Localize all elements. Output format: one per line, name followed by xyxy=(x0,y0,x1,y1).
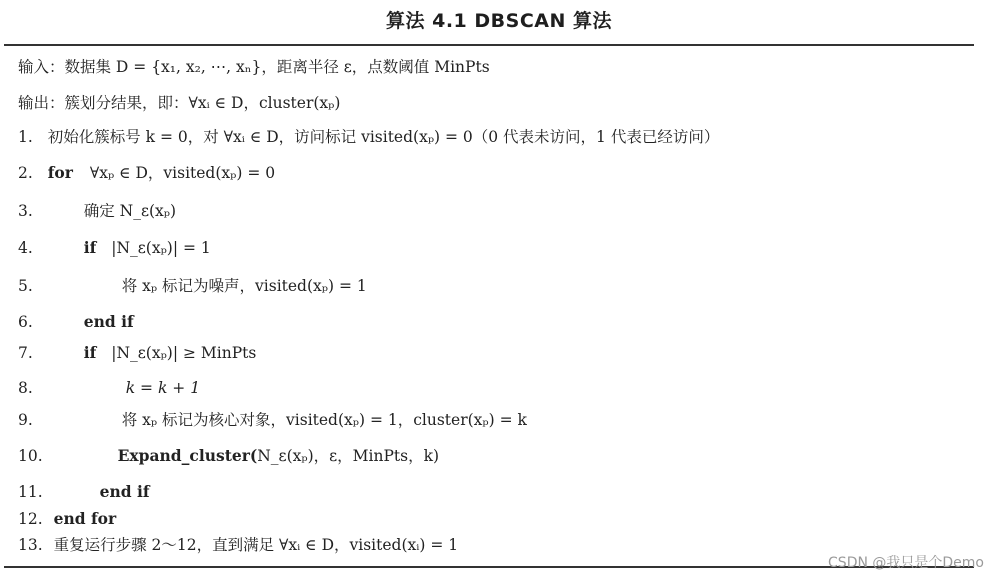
line-text: N_ε(xₚ)，ε，MinPts，k) xyxy=(257,447,440,465)
step-12 xyxy=(18,509,116,529)
step-7 xyxy=(18,343,256,363)
step-number: 4. xyxy=(18,239,33,257)
step-4 xyxy=(18,238,211,258)
line-text: 将 xₚ 标记为核心对象，visited(xₚ) = 1，cluster(xₚ) = k xyxy=(121,411,527,429)
step-number: 2. xyxy=(18,164,33,182)
keyword: end if xyxy=(99,482,150,501)
line-text: k = k + 1 xyxy=(125,379,201,397)
step-number: 13. xyxy=(18,536,43,554)
step-5 xyxy=(18,276,367,296)
line-text: 重复运行步骤 2～12，直到满足 ∀xᵢ ∈ D，visited(xᵢ) = 1 xyxy=(53,536,459,554)
line-text: 将 xₚ 标记为噪声，visited(xₚ) = 1 xyxy=(121,277,367,295)
algorithm-title: 算法 4.1 DBSCAN 算法 xyxy=(386,10,612,32)
step-number: 7. xyxy=(18,344,33,362)
keyword: for xyxy=(47,163,73,182)
keyword: Expand_cluster( xyxy=(117,446,258,465)
line-text: 初始化簇标号 k = 0，对 ∀xᵢ ∈ D，访问标记 visited(xₚ) = 0（0 代表未访问，1 代表已经访问） xyxy=(47,128,720,146)
keyword: if xyxy=(83,343,97,362)
watermark: CSDN @我只是个Demo xyxy=(828,555,984,571)
step-number: 3. xyxy=(18,202,33,220)
step-6 xyxy=(18,312,134,332)
keyword: if xyxy=(83,238,97,257)
step-8 xyxy=(18,378,200,398)
step-number: 8. xyxy=(18,379,33,397)
step-10 xyxy=(18,446,439,466)
step-3 xyxy=(18,201,176,221)
input-line xyxy=(18,57,490,77)
line-text: |N_ε(xₚ)| ≥ MinPts xyxy=(111,344,257,362)
step-1 xyxy=(18,127,719,147)
step-number: 10. xyxy=(18,447,43,465)
line-text: ∀xₚ ∈ D，visited(xₚ) = 0 xyxy=(89,164,276,182)
step-number: 5. xyxy=(18,277,33,295)
line-text: 输出：簇划分结果，即：∀xᵢ ∈ D，cluster(xₚ) xyxy=(18,94,341,112)
step-13 xyxy=(18,535,458,555)
line-text: |N_ε(xₚ)| = 1 xyxy=(111,239,211,257)
step-number: 12. xyxy=(18,510,43,528)
step-number: 6. xyxy=(18,313,33,331)
top-rule xyxy=(4,44,974,46)
step-2 xyxy=(18,163,275,183)
step-11 xyxy=(18,482,150,502)
keyword: end if xyxy=(83,312,134,331)
step-9 xyxy=(18,410,527,430)
line-text: 确定 N_ε(xₚ) xyxy=(83,202,177,220)
keyword: end for xyxy=(53,509,117,528)
step-number: 1. xyxy=(18,128,33,146)
output-line xyxy=(18,93,340,113)
step-number: 9. xyxy=(18,411,33,429)
step-number: 11. xyxy=(18,483,43,501)
line-text: 输入：数据集 D = {x₁, x₂, ⋯, xₙ}，距离半径 ε，点数阈值 MinPts xyxy=(18,58,490,76)
